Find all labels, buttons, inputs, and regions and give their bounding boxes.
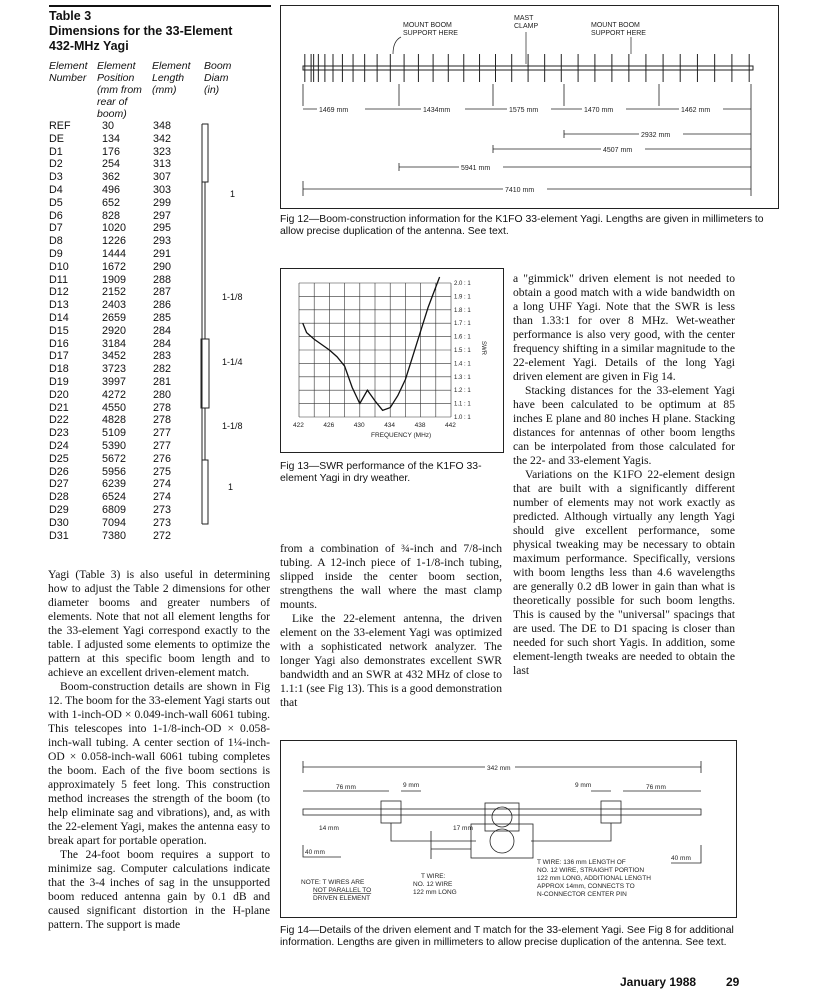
table3-col3-header: Element Length (mm)	[152, 60, 191, 96]
element-position: 3723	[102, 363, 127, 376]
element-length: 276	[153, 452, 172, 465]
element-length: 277	[153, 439, 172, 452]
fig14-twire-a-3: 122 mm LONG	[413, 889, 457, 896]
fig14-note-3: DRIVEN ELEMENT	[313, 895, 371, 902]
element-position: 4828	[102, 414, 127, 427]
element-position: 30	[102, 120, 115, 132]
mid-para-2: Like the 22-element antenna, the driven element on the 33-element Yagi was optimized with a sophisticated network analyzer. The longer Yagi also demonstrates excellent SWR bandwidth and an SWR at 432 MHz of close to 1.1:1 (see Fig 13). This is a good demonstration that	[280, 612, 502, 709]
mid-para-1: from a combination of ¾-inch and 7/8-inch tubing. A 12-inch piece of 1-1/8-inch tubing, slipped inside the center boom section, strengthens the wall where the mast clamp mounts.	[280, 542, 502, 611]
element-length: 274	[153, 491, 172, 504]
fig14-twire-b-2: NO. 12 WIRE, STRAIGHT PORTION	[537, 867, 645, 874]
y-tick-label: 1.4 : 1	[454, 361, 471, 368]
element-position: 4272	[102, 388, 127, 401]
element-position: 3452	[102, 350, 127, 363]
element-length: 293	[153, 235, 172, 248]
element-length: 278	[153, 401, 172, 414]
element-position: 1444	[102, 247, 127, 260]
y-tick-label: 1.6 : 1	[454, 334, 471, 341]
element-length: 291	[153, 247, 172, 260]
y-tick-label: 1.3 : 1	[454, 374, 471, 381]
right-para-3: Variations on the K1FO 22-element design that are built with a significantly different number of elements may not work exactly as predicted. Although virtually any length Yagi should give excellent performance, some physical tweaking may be necessary to obtain maximum performance. Specifically, versions with boom lengths less than 4.6 wavelengths are generally 0.2 dB lower in gain than what is theoretically possible for such boom lengths. This is caused by the "universal" spacings that are used. The DE to D1 spacing is closer than needed for such short Yagis. In addition, some element-length tweaks are needed to obtain the last	[513, 468, 735, 677]
element-number: D25	[49, 452, 69, 465]
fig12-frame	[280, 5, 779, 209]
element-position: 1909	[102, 273, 127, 286]
right-para-2: Stacking distances for the 33-element Yagi have been calculated to be optimum at 85 inches E plane and 80 inches H plane. Stacking distances for antennas of other boom lengths can be interpolated from those calculated for the 22- and 33-element Yagis.	[513, 384, 735, 467]
fig14-twire-b-4: APPROX 14mm, CONNECTS TO	[537, 883, 635, 890]
element-length: 295	[153, 222, 172, 235]
element-number: D1	[49, 145, 63, 158]
fig14-dim-9-right: 9 mm	[575, 782, 592, 789]
table-top-rule	[49, 5, 271, 7]
element-number: D3	[49, 171, 63, 184]
fig14-dim-342: 342 mm	[487, 765, 511, 772]
element-length: 274	[153, 478, 172, 491]
element-position: 5956	[102, 465, 127, 478]
element-number: D27	[49, 478, 69, 491]
element-length: 299	[153, 196, 172, 209]
element-length: 283	[153, 350, 172, 363]
element-length: 273	[153, 516, 172, 529]
boom-diameter-bracket	[198, 118, 258, 530]
element-number: D22	[49, 414, 69, 427]
element-position: 1672	[102, 260, 127, 273]
fig12-mount-left-1: MOUNT BOOM	[403, 22, 452, 29]
fig12-dim-8: 5941 mm	[461, 165, 491, 172]
element-number: D10	[49, 260, 69, 273]
column-right	[513, 272, 735, 678]
fig12-mount-left-2: SUPPORT HERE	[403, 30, 458, 37]
fig12-dim-5: 1462 mm	[681, 107, 711, 114]
fig12-drawing	[281, 6, 778, 208]
fig13-ylabel: SWR	[480, 341, 486, 355]
fig14-drawing	[281, 741, 736, 917]
element-number: D2	[49, 158, 63, 171]
fig13-xlabel: FREQUENCY (MHz)	[371, 432, 432, 439]
left-para-1: Yagi (Table 3) is also useful in determining how to adjust the Table 2 dimensions for other diameter booms and greater numbers of elements. Note that not all element lengths for the 33-element Yagi correspond exactly to the table. I adjusted some elements to optimize the pattern at this specific boom length and to achieve an excellent driven-element match.	[48, 568, 270, 679]
fig12-dim-6: 2932 mm	[641, 132, 671, 139]
element-number: D20	[49, 388, 69, 401]
x-tick-label: 430	[353, 422, 365, 429]
element-length: 303	[153, 183, 172, 196]
right-para-1: a "gimmick" driven element is not needed to obtain a good match with a wide bandwidth on a long UHF Yagi. Note that the SWR is less than 1.33:1 for over 8 MHz. Wet-weather performance is also very good, with the center frequency shifting in a similar magnitude to the 22-element Yagi. Details of the long Yagi driven element are given in Fig 14.	[513, 272, 735, 383]
element-position: 3997	[102, 375, 127, 388]
x-tick-label: 426	[323, 422, 335, 429]
footer-date: January 1988	[620, 975, 697, 989]
element-position: 496	[102, 183, 121, 196]
y-tick-label: 1.8 : 1	[454, 307, 471, 314]
element-position: 5672	[102, 452, 127, 465]
fig12-mast-2: CLAMP	[514, 23, 539, 30]
element-position: 4550	[102, 401, 127, 414]
element-number: DE	[49, 132, 64, 145]
element-number: D17	[49, 350, 69, 363]
fig14-twire-a-2: NO. 12 WIRE	[413, 881, 453, 888]
y-tick-label: 2.0 : 1	[454, 281, 471, 287]
element-number: D5	[49, 196, 63, 209]
fig14-dim-76-right: 76 mm	[646, 784, 666, 791]
fig14-dim-40-left: 40 mm	[305, 849, 325, 856]
element-length: 307	[153, 171, 172, 184]
fig14-twire-b-1: T WIRE: 136 mm LENGTH OF	[537, 859, 626, 866]
x-tick-label: 422	[293, 422, 304, 429]
element-number: D24	[49, 439, 69, 452]
table3-col4-header: Boom Diam (in)	[204, 60, 232, 96]
y-tick-label: 1.2 : 1	[454, 388, 471, 395]
element-position: 7094	[102, 516, 127, 529]
element-number: D12	[49, 286, 69, 299]
fig12-dim-3: 1575 mm	[509, 107, 539, 114]
fig14-twire-b-5: N-CONNECTOR CENTER PIN	[537, 891, 627, 898]
element-position: 652	[102, 196, 121, 209]
element-length: 281	[153, 375, 172, 388]
fig14-dim-9-left: 9 mm	[403, 782, 420, 789]
y-tick-label: 1.9 : 1	[454, 294, 471, 301]
fig12-dim-9: 7410 mm	[505, 187, 535, 194]
element-length: 280	[153, 388, 172, 401]
element-number: D18	[49, 363, 69, 376]
element-length: 278	[153, 414, 172, 427]
fig14-twire-a-1: T WIRE:	[421, 873, 446, 880]
table3-col2-header: Element Position (mm from rear of boom)	[97, 60, 142, 120]
element-position: 1020	[102, 222, 127, 235]
element-number: D21	[49, 401, 69, 414]
element-length: 272	[153, 529, 172, 542]
y-tick-label: 1.0 : 1	[454, 415, 471, 421]
element-position: 2403	[102, 299, 127, 312]
fig13-caption: Fig 13—SWR performance of the K1FO 33-element Yagi in dry weather.	[280, 461, 482, 484]
y-tick-label: 1.1 : 1	[454, 401, 471, 408]
fig12-mount-right-1: MOUNT BOOM	[591, 22, 640, 29]
fig14-dim-17: 17 mm	[453, 825, 473, 832]
element-number: D29	[49, 503, 69, 516]
element-position: 7380	[102, 529, 127, 542]
fig12-dim-4: 1470 mm	[584, 107, 614, 114]
element-length: 284	[153, 337, 172, 350]
fig14-note-2: NOT PARALLEL TO	[313, 887, 372, 894]
element-position: 1226	[102, 235, 127, 248]
element-number: D11	[49, 273, 69, 286]
fig14-dim-14: 14 mm	[319, 825, 339, 832]
x-tick-label: 438	[414, 422, 426, 429]
element-number: D9	[49, 247, 63, 260]
page-number: 29	[726, 975, 740, 989]
element-position: 254	[102, 158, 121, 171]
element-number: D28	[49, 491, 69, 504]
element-length: 287	[153, 286, 172, 299]
element-position: 6809	[102, 503, 127, 516]
boom-label-2: 1-1/8	[222, 292, 243, 302]
fig12-caption: Fig 12—Boom-construction information for the K1FO 33-element Yagi. Lengths are given in millimeters to allow precise duplication of the antenna. See text.	[280, 214, 764, 237]
fig14-dim-40-right: 40 mm	[671, 855, 691, 862]
element-position: 134	[102, 132, 121, 145]
fig12-mast-1: MAST	[514, 15, 534, 22]
element-length: 284	[153, 324, 172, 337]
element-length: 282	[153, 363, 172, 376]
fig14-frame	[280, 740, 737, 918]
fig12-dim-7: 4507 mm	[603, 147, 633, 154]
boom-label-1: 1	[230, 189, 236, 199]
element-length: 277	[153, 427, 172, 440]
element-number: D15	[49, 324, 69, 337]
element-number: D13	[49, 299, 69, 312]
fig13-chart	[281, 269, 503, 452]
element-position: 362	[102, 171, 121, 184]
column-middle	[280, 542, 502, 710]
boom-label-4: 1-1/8	[222, 421, 243, 431]
element-number: D8	[49, 235, 63, 248]
element-number: D16	[49, 337, 69, 350]
element-number: REF	[49, 120, 71, 132]
column-left	[48, 568, 270, 932]
element-length: 323	[153, 145, 172, 158]
y-tick-label: 1.7 : 1	[454, 321, 471, 328]
x-tick-label: 434	[384, 422, 396, 429]
element-number: D23	[49, 427, 69, 440]
fig12-dim-2: 1434mm	[423, 107, 451, 114]
element-position: 2920	[102, 324, 127, 337]
element-length: 290	[153, 260, 172, 273]
element-number: D6	[49, 209, 63, 222]
table3-col1-header: Element Number	[49, 60, 88, 84]
element-number: D31	[49, 529, 69, 542]
element-length: 286	[153, 299, 172, 312]
y-tick-label: 1.5 : 1	[454, 348, 471, 354]
element-number: D4	[49, 183, 63, 196]
fig12-dim-1: 1469 mm	[319, 107, 349, 114]
element-length: 348	[153, 120, 172, 132]
element-length: 342	[153, 132, 172, 145]
x-tick-label: 442	[445, 422, 456, 429]
left-para-2: Boom-construction details are shown in Fig 12. The boom for the 33-element Yagi starts out with 1-inch-OD × 0.049-inch-wall 6061 tubing. This telescopes into 1-1/8-inch-OD × 0.058-inch-wall tubing. A center section of 1¼-inch-OD × 0.058-inch-wall 6061 tubing completes the boom. Each of the five boom sections is approximately 5 feet long. This construction method increases the strength of the boom (to help eliminate sag and vibrations), and, as with the 22-element Yagi, makes the antenna easy to break apart for portable operation.	[48, 680, 270, 847]
element-number: D26	[49, 465, 69, 478]
fig14-caption: Fig 14—Details of the driven element and T match for the 33-element Yagi. See Fig 8 for additional information. Lengths are given in millimeters to allow precise duplication of the antenna. See text.	[280, 925, 734, 948]
fig14-dim-76-left: 76 mm	[336, 784, 356, 791]
element-position: 176	[102, 145, 121, 158]
element-length: 273	[153, 503, 172, 516]
element-position: 6239	[102, 478, 127, 491]
element-number: D7	[49, 222, 63, 235]
fig14-twire-b-3: 122 mm LONG, ADDITIONAL LENGTH	[537, 875, 651, 882]
element-position: 828	[102, 209, 121, 222]
element-length: 285	[153, 311, 172, 324]
element-length: 297	[153, 209, 172, 222]
element-length: 288	[153, 273, 172, 286]
fig12-mount-right-2: SUPPORT HERE	[591, 30, 646, 37]
table3-title: Table 3 Dimensions for the 33-Element 432-MHz Yagi	[49, 9, 233, 53]
element-position: 6524	[102, 491, 127, 504]
left-para-3: The 24-foot boom requires a support to minimize sag. Computer calculations indicate that the 3-4 inches of sag in the unsupported boom reduced antenna gain by 0.1 dB and caused significant distortion in the H-plane pattern. The support is made	[48, 848, 270, 931]
fig13-frame	[280, 268, 504, 453]
element-position: 2659	[102, 311, 127, 324]
element-number: D30	[49, 516, 69, 529]
fig14-note-1: NOTE: T WIRES ARE	[301, 879, 365, 886]
element-number: D14	[49, 311, 69, 324]
element-position: 2152	[102, 286, 127, 299]
boom-label-3: 1-1/4	[222, 357, 243, 367]
element-length: 313	[153, 158, 172, 171]
element-position: 5390	[102, 439, 127, 452]
element-position: 5109	[102, 427, 127, 440]
element-length: 275	[153, 465, 172, 478]
element-position: 3184	[102, 337, 127, 350]
boom-label-5: 1	[228, 482, 234, 492]
element-number: D19	[49, 375, 69, 388]
